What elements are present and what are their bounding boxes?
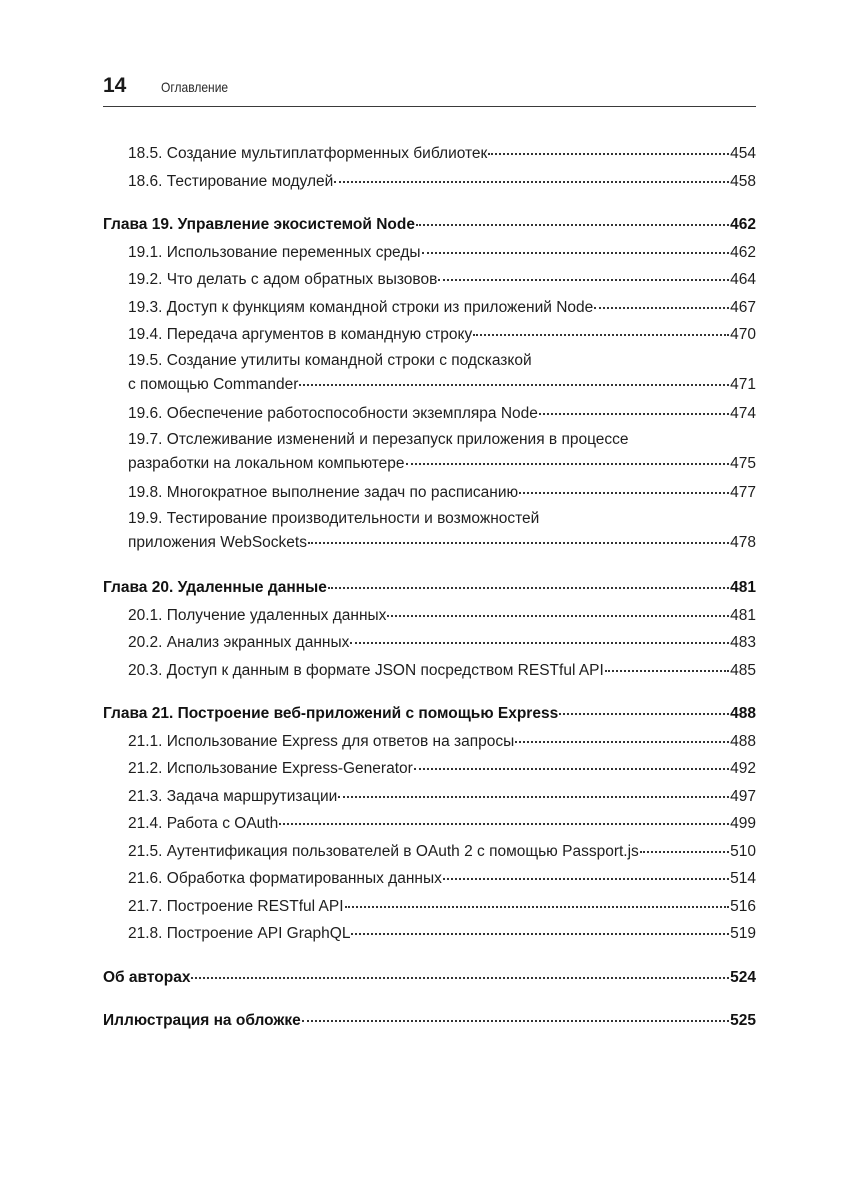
toc-chapter-title: Глава 21. Построение веб-приложений с помощью Express [103, 705, 559, 722]
toc-entry-21-5[interactable] [103, 838, 756, 866]
toc-entry-title: 21.8. Построение API GraphQL [128, 925, 351, 942]
dot-leader [422, 251, 730, 254]
toc-entry-title-line1: 19.9. Тестирование производительности и возможностей [128, 509, 540, 527]
toc-entry-page: 454 [730, 145, 756, 162]
toc-entry-page: 488 [730, 732, 756, 750]
dot-leader [473, 333, 729, 336]
table-of-contents [103, 140, 756, 1035]
toc-about-authors[interactable] [103, 964, 756, 992]
toc-chapter-20[interactable] [103, 574, 756, 602]
toc-chapter-page: 488 [730, 705, 756, 722]
page-number: 14 [103, 74, 127, 97]
dot-leader [539, 412, 729, 415]
dot-leader [559, 712, 729, 715]
toc-entry-19-1[interactable] [103, 239, 756, 267]
toc-entry-title: 19.3. Доступ к функциям командной строки из приложений Node [128, 298, 594, 316]
toc-entry-20-1[interactable] [103, 602, 756, 630]
dot-leader [191, 976, 729, 979]
toc-entry-page: 481 [730, 606, 756, 624]
toc-entry-page: 475 [730, 454, 756, 472]
toc-entry-19-9[interactable] [103, 507, 756, 559]
toc-entry-page: 458 [730, 172, 756, 190]
toc-entry-21-4[interactable] [103, 810, 756, 838]
dot-leader [414, 767, 729, 770]
toc-entry-title: 19.2. Что делать с адом обратных вызовов [128, 271, 438, 288]
toc-entry-page: 510 [730, 842, 756, 860]
toc-entry-title: 21.4. Работа с OAuth [128, 815, 279, 832]
toc-entry-title: 19.8. Многократное выполнение задач по расписанию [128, 484, 519, 501]
dot-leader [302, 1019, 729, 1022]
toc-entry-title: 21.6. Обработка форматированных данных [128, 870, 442, 887]
toc-chapter-title: Глава 19. Управление экосистемой Node [103, 216, 415, 233]
toc-entry-19-3[interactable] [103, 294, 756, 322]
toc-entry-page: 471 [730, 375, 756, 393]
toc-entry-21-6[interactable] [103, 865, 756, 893]
toc-entry-20-3[interactable] [103, 657, 756, 685]
toc-entry-page: 470 [730, 326, 756, 343]
dot-leader [519, 491, 729, 494]
toc-entry-19-7[interactable] [103, 428, 756, 480]
toc-entry-18-5[interactable] [103, 140, 756, 168]
toc-chapter-21[interactable] [103, 700, 756, 728]
toc-entry-page: 514 [730, 870, 756, 887]
toc-entry-20-2[interactable] [103, 629, 756, 657]
toc-entry-page: 462 [730, 243, 756, 261]
dot-leader [351, 932, 729, 935]
toc-entry-page: 483 [730, 634, 756, 651]
dot-leader [387, 614, 729, 617]
toc-entry-title-line2: разработки на локальном компьютере [128, 454, 405, 472]
dot-leader [594, 306, 729, 309]
toc-entry-title: 21.2. Использование Express-Generator [128, 760, 413, 777]
toc-entry-title: 21.1. Использование Express для ответов на запросы [128, 732, 515, 750]
dot-leader [328, 586, 729, 589]
toc-entry-title: 18.6. Тестирование модулей [128, 172, 334, 190]
toc-entry-title: 20.2. Анализ экранных данных [128, 634, 350, 651]
toc-entry-title-line1: 19.7. Отслеживание изменений и перезапуск приложения в процессе [128, 430, 629, 448]
toc-cover-illustration[interactable] [103, 1007, 756, 1035]
toc-entry-page: 499 [730, 815, 756, 832]
toc-entry-21-1[interactable] [103, 728, 756, 756]
dot-leader [438, 278, 729, 281]
toc-entry-19-5[interactable] [103, 349, 756, 401]
toc-entry-19-2[interactable] [103, 266, 756, 294]
toc-entry-title: 21.5. Аутентификация пользователей в OAuth 2 с помощью Passport.js [128, 842, 639, 860]
toc-entry-page: 485 [730, 661, 756, 679]
toc-entry-title: 20.3. Доступ к данным в формате JSON посредством RESTful API [128, 661, 604, 679]
toc-entry-19-4[interactable] [103, 321, 756, 349]
toc-entry-21-2[interactable] [103, 755, 756, 783]
dot-leader [443, 877, 729, 880]
running-title: Оглавление [161, 79, 229, 95]
toc-entry-title: 19.6. Обеспечение работоспособности экземпляра Node [128, 405, 538, 422]
toc-entry-page: 467 [730, 298, 756, 316]
toc-entry-page: 519 [730, 925, 756, 942]
toc-entry-title-line2: с помощью Commander [128, 375, 299, 393]
dot-leader [515, 740, 729, 743]
toc-entry-18-6[interactable] [103, 168, 756, 196]
toc-entry-page: 492 [730, 760, 756, 777]
dot-leader [299, 383, 729, 386]
toc-chapter-19[interactable] [103, 211, 756, 239]
toc-chapter-page: 525 [730, 1012, 756, 1029]
toc-entry-page: 478 [730, 533, 756, 551]
toc-chapter-page: 462 [730, 216, 756, 233]
toc-entry-19-8[interactable] [103, 479, 756, 507]
toc-entry-21-3[interactable] [103, 783, 756, 811]
dot-leader [345, 905, 730, 908]
dot-leader [416, 223, 729, 226]
toc-chapter-page: 524 [730, 968, 756, 986]
toc-chapter-title: Иллюстрация на обложке [103, 1012, 301, 1029]
toc-entry-page: 474 [730, 405, 756, 422]
toc-entry-page: 464 [730, 271, 756, 288]
toc-entry-title-line1: 19.5. Создание утилиты командной строки с подсказкой [128, 351, 532, 369]
toc-entry-title: 18.5. Создание мультиплатформенных библиотек [128, 145, 488, 162]
dot-leader [279, 822, 729, 825]
dot-leader [334, 180, 729, 183]
toc-entry-title: 20.1. Получение удаленных данных [128, 606, 387, 624]
toc-chapter-title: Об авторах [103, 968, 191, 986]
toc-entry-21-7[interactable] [103, 893, 756, 921]
dot-leader [338, 795, 729, 798]
toc-entry-title: 19.1. Использование переменных среды [128, 243, 421, 261]
toc-entry-title: 21.3. Задача маршрутизации [128, 787, 338, 805]
running-header [103, 70, 756, 107]
toc-entry-page: 497 [730, 787, 756, 805]
toc-entry-title-line2: приложения WebSockets [128, 533, 307, 551]
toc-entry-19-6[interactable] [103, 400, 756, 428]
toc-entry-title: 19.4. Передача аргументов в командную строку [128, 326, 473, 343]
dot-leader [350, 641, 729, 644]
toc-entry-21-8[interactable] [103, 920, 756, 948]
dot-leader [605, 669, 729, 672]
dot-leader [488, 152, 729, 155]
toc-entry-page: 477 [730, 484, 756, 501]
toc-entry-page: 516 [730, 897, 756, 915]
dot-leader [406, 462, 730, 465]
toc-chapter-title: Глава 20. Удаленные данные [103, 579, 327, 596]
dot-leader [308, 541, 729, 544]
toc-chapter-page: 481 [730, 579, 756, 596]
dot-leader [640, 850, 729, 853]
toc-entry-title: 21.7. Построение RESTful API [128, 897, 344, 915]
